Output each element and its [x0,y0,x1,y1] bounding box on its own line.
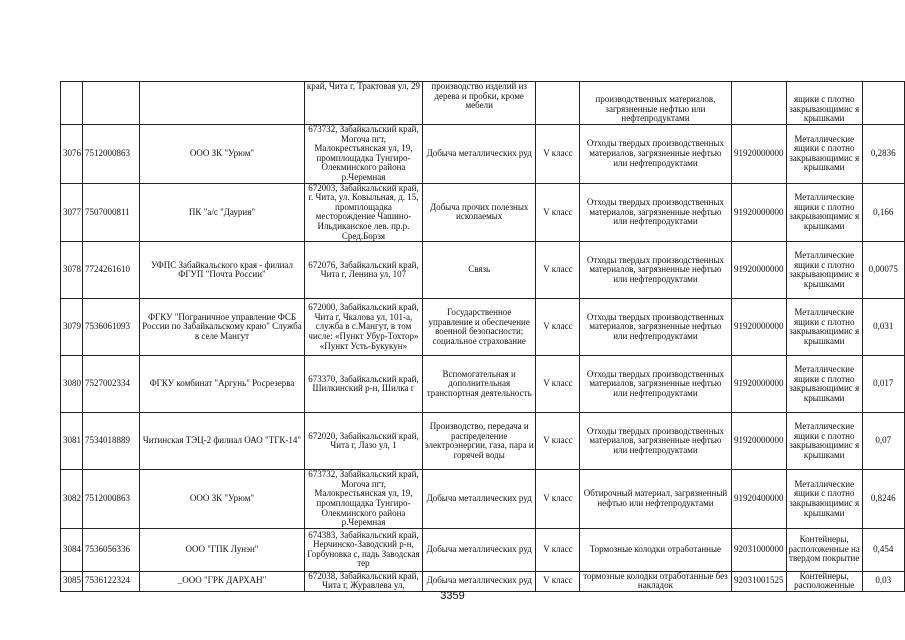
organization-cell: ООО "ГПК Лунэн" [139,528,304,571]
address-cell: 672020, Забайкальский край, Чита г, Лазо ул, 1 [305,413,423,470]
inn-cell: 7507000811 [83,183,140,242]
inn-cell: 7536122324 [83,571,140,591]
inn-cell: 7536061093 [83,299,140,356]
activity-cell: Производство, передача и распределение электроэнергии, газа, пара и горячей воды [422,413,536,470]
hazard-class-cell: V класс [536,571,580,591]
row-number: 3079 [61,299,83,356]
activity-cell: Вспомогательная и дополнительная транспортная деятельность [422,356,536,413]
organization-cell: ФГКУ "Пограничное управление ФСБ России по Забайкальскому краю" Служба в селе Мангут [139,299,304,356]
waste-type-cell: тормозные колодки отработанные без накладок [580,571,731,591]
table-row [61,242,905,299]
amount-cell: 0,00075 [862,242,904,299]
table-row [61,125,905,184]
activity-cell: Добыча металлических руд [422,571,536,591]
table-row [61,82,905,125]
row-number: 3085 [61,571,83,591]
hazard-class-cell [536,82,580,125]
address-cell: 672076, Забайкальский край, Чита г, Ленина ул, 107 [305,242,423,299]
waste-code-cell: 92031001525 [731,571,786,591]
table-row [61,528,905,571]
activity-cell: производство изделий из дерева и пробки, кроме мебели [422,82,536,125]
inn-cell: 7724261610 [83,242,140,299]
waste-type-cell: Отходы твердых производственных материалов, загрязненные нефтью или нефтепродуктами [580,356,731,413]
storage-cell: Металлические ящики с плотно закрывающимис я крышками [786,242,862,299]
row-number: 3080 [61,356,83,413]
inn-cell: 7527002334 [83,356,140,413]
hazard-class-cell: V класс [536,413,580,470]
storage-cell: Металлические ящики с плотно закрывающимис я крышками [786,125,862,184]
waste-type-cell: производственных материалов, загрязненные нефтью или нефтепродуктами [580,82,731,125]
storage-cell: Металлические ящики с плотно закрывающимис я крышками [786,470,862,529]
amount-cell: 0,8246 [862,470,904,529]
hazard-class-cell: V класс [536,528,580,571]
organization-cell: _ООО "ГРК ДАРХАН" [139,571,304,591]
waste-code-cell: 92031000000 [731,528,786,571]
activity-cell: Связь [422,242,536,299]
organization-cell: ООО ЗК "Урюм" [139,470,304,529]
table-row [61,571,905,591]
address-cell: 673732, Забайкальский край, Могоча пгт, Малокрестьянская ул, 19, промплощадка Тунгиро- Олекминского района р.Черемная [305,125,423,184]
organization-cell: ПК "а/с "Даурия" [139,183,304,242]
waste-code-cell: 91920000000 [731,183,786,242]
storage-cell: ящики с плотно закрывающимис я крышками [786,82,862,125]
storage-cell: Контейнеры, расположенные [786,571,862,591]
row-number: 3076 [61,125,83,184]
waste-code-cell [731,82,786,125]
waste-code-cell: 91920000000 [731,242,786,299]
waste-code-cell: 91920400000 [731,470,786,529]
activity-cell: Добыча металлических руд [422,125,536,184]
storage-cell: Контейнеры, расположенные на твердом покрытие [786,528,862,571]
waste-type-cell: Тормозные колодки отработанные [580,528,731,571]
organization-cell: Читинская ТЭЦ-2 филиал ОАО "ТГК-14" [139,413,304,470]
hazard-class-cell: V класс [536,242,580,299]
hazard-class-cell: V класс [536,125,580,184]
waste-code-cell: 91920000000 [731,299,786,356]
storage-cell: Металлические ящики с плотно закрывающимис я крышками [786,183,862,242]
amount-cell: 0,2836 [862,125,904,184]
address-cell: 672003, Забайкальский край, г. Чита, ул. Ковыльная, д. 15, промплощадка месторождение Чашино-Ильдиканское лев. пр.р. Сред.Борзя [305,183,423,242]
waste-type-cell: Обтирочный материал, загрязненный нефтью или нефтепродуктами [580,470,731,529]
address-cell: 673732, Забайкальский край, Могоча пгт, Малокрестьянская ул, 19, промплощадка Тунгиро- Олекминского района р.Черемная [305,470,423,529]
inn-cell: 7534018889 [83,413,140,470]
address-cell: 672000, Забайкальский край, Чита г, Чкалова ул, 101-а, служба в с.Мангут, в том числе: «Пункт Убур-Тохтор» «Пункт Усть-Букукун» [305,299,423,356]
activity-cell: Добыча металлических руд [422,470,536,529]
waste-code-cell: 91920000000 [731,356,786,413]
row-number: 3082 [61,470,83,529]
waste-code-cell: 91920000000 [731,413,786,470]
waste-type-cell: Отходы твердых производственных материалов, загрязненные нефтью или нефтепродуктами [580,413,731,470]
organization-cell: ФГКУ комбинат "Аргунь" Росрезерва [139,356,304,413]
storage-cell: Металлические ящики с плотно закрывающимис я крышками [786,299,862,356]
table-row [61,356,905,413]
organization-cell [139,82,304,125]
activity-cell: Добыча металлических руд [422,528,536,571]
amount-cell: 0,017 [862,356,904,413]
amount-cell: 0,03 [862,571,904,591]
waste-code-cell: 91920000000 [731,125,786,184]
waste-type-cell: Отходы твердых производственных материалов, загрязненные нефтью или нефтепродуктами [580,125,731,184]
inn-cell: 7536056336 [83,528,140,571]
row-number: 3078 [61,242,83,299]
table-row [61,183,905,242]
row-number: 3077 [61,183,83,242]
hazard-class-cell: V класс [536,356,580,413]
table-row [61,413,905,470]
amount-cell: 0,166 [862,183,904,242]
address-cell: 672038, Забайкальский край, Чита г, Журавлева ул, [305,571,423,591]
storage-cell: Металлические ящики с плотно закрывающимис я крышками [786,413,862,470]
hazard-class-cell: V класс [536,470,580,529]
address-cell: край, Чита г, Трактовая ул, 29 [305,82,423,125]
organization-cell: ООО ЗК "Урюм" [139,125,304,184]
waste-type-cell: Отходы твердых производственных материалов, загрязненные нефтью или нефтепродуктами [580,299,731,356]
waste-type-cell: Отходы твердых производственных материалов, загрязненные нефтью или нефтепродуктами [580,183,731,242]
amount-cell: 0,031 [862,299,904,356]
hazard-class-cell: V класс [536,183,580,242]
table-row [61,299,905,356]
hazard-class-cell: V класс [536,299,580,356]
inn-cell: 7512000863 [83,125,140,184]
inn-cell [83,82,140,125]
row-number: 3081 [61,413,83,470]
inn-cell: 7512000863 [83,470,140,529]
page-number: 3359 [440,590,465,602]
address-cell: 673370, Забайкальский край, Шилкинский р-н, Шилка г [305,356,423,413]
amount-cell [862,82,904,125]
waste-registry-table [60,81,905,592]
row-number [61,82,83,125]
amount-cell: 0,07 [862,413,904,470]
address-cell: 674383, Забайкальский край, Нерчинско-Заводский р-н, Горбуновка с, падь Заводская тер [305,528,423,571]
row-number: 3084 [61,528,83,571]
activity-cell: Государственное управление и обеспечение военной безопасности; социальное страхование [422,299,536,356]
waste-type-cell: Отходы твердых производственных материалов, загрязненные нефтью или нефтепродуктами [580,242,731,299]
storage-cell: Металлические ящики с плотно закрывающимис я крышками [786,356,862,413]
table-row [61,470,905,529]
activity-cell: Добыча прочих полезных ископаемых [422,183,536,242]
amount-cell: 0,454 [862,528,904,571]
organization-cell: УФПС Забайкальского края - филиал ФГУП "Почта России" [139,242,304,299]
